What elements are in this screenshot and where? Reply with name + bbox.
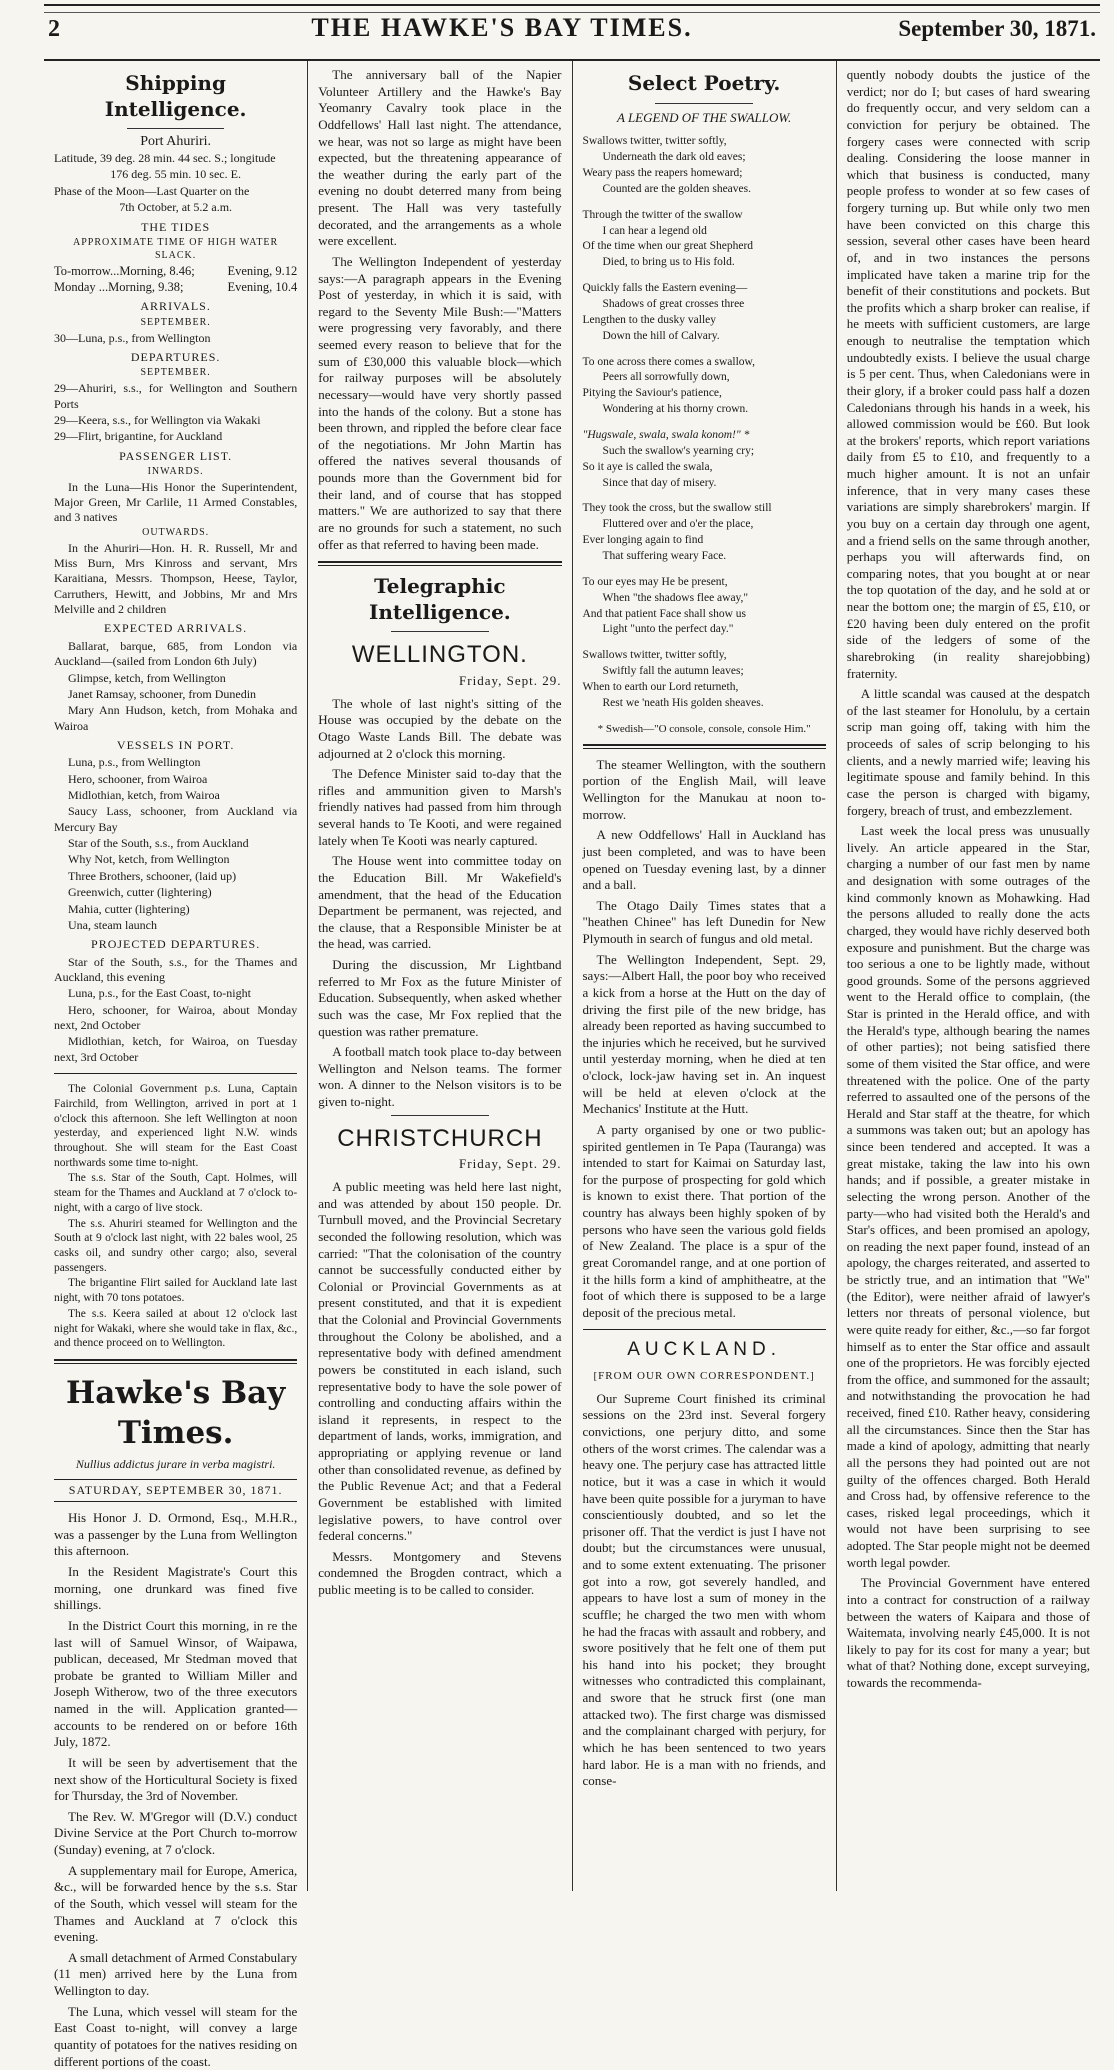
vessels-title: VESSELS IN PORT. xyxy=(116,737,235,752)
vessel-entry: Hero, schooner, from Wairoa xyxy=(68,771,208,786)
news-paragraph: In the District Court this morning, in re the last will of Samuel Winsor, of Waipawa, publican, deceased, Mr Stedman moved that probate be granted to William Miller and Joseph Witherow, two of the three executors named in the will. Application granted—accounts to be rendered on or before 16th July, 1872. xyxy=(54,1617,298,1750)
tide-row: To-morrow...Morning, 8.46; Evening, 9.12 xyxy=(54,264,298,279)
longitude: 176 deg. 55 min. 10 sec. E. xyxy=(110,167,241,182)
shipping-note: The s.s. Ahuriri steamed for Wellington and the South at 9 o'clock last night, with 22 bales wool, 25 casks oil, and sundry other cargo; also, several passengers. xyxy=(54,1217,298,1274)
vessel-entry: Star of the South, s.s., from Auckland xyxy=(68,836,249,851)
poem-stanza: They took the cross, but the swallow still Fluttered over and o'er the place, Ever longing again to find That suffering weary Face. xyxy=(582,502,772,562)
news-paragraph: A supplementary mail for Europe, America, &c., will be forwarded hence by the s.s. Star of the South, which vessel will steam for the Thames and Auckland at 7 o'clock this evening. xyxy=(54,1862,298,1945)
issue-date: September 30, 1871. xyxy=(898,16,1096,41)
vessel-entry: Saucy Lass, schooner, from Auckland via Mercury Bay xyxy=(54,804,298,834)
news-paragraph: The Wellington Independent, Sept. 29, says:—Albert Hall, the poor boy who received a kick from a horse at the Hutt on the day of driving the first pile of the new bridge, has already been reported as having succumbed to the injuries which he received, but he survived until yesterday morning, when he died at ten o'clock, lock-jaw having set in. An inquest will be held at eleven o'clock at the Mechanics' Institute at the Hutt. xyxy=(582,951,826,1117)
newspaper-page xyxy=(0,4,1114,2069)
passenger-title: PASSENGER LIST. xyxy=(119,448,233,463)
news-paragraph: A little scandal was caused at the despatch of the last steamer for Honolulu, by a certain scrip man going off, taking with him the proceeds of sales of scrip belonging to his clients, and a newly married wife; leaving his legitimate spouse and family behind. In this case the person is charged with bigamy, forgery, breach of trust, and embezzlement. xyxy=(846,686,1090,818)
expected-title: EXPECTED ARRIVALS. xyxy=(104,621,248,636)
newspaper-title: THE HAWKE'S BAY TIMES. xyxy=(311,13,693,42)
news-paragraph: quently nobody doubts the justice of the verdict; nor do I; but cases of hard swearing do frequently occur, and very seldom can a conviction for perjury be obtained. The forgery cases were connected with scrip dealing. Considering the loose manner in which that business is conducted, many people profess to wonder at so few cases of forgery turning up. But while only two men have been convicted on this charge this session, several other cases have been heard of, and in two instances the persons implicated have taken a marine trip for the benefit of their constitutions and pockets. But the profits which a sharp broker can realise, if he meets with sufficient customers, are large enough to neutralise the temptation which undoubtedly exists. I believe the usual charge is 5 per cent. Thus, when Caledonians were in their glory, if a broker could pass half a dozen Caledonians through his hands in a week, his allowed commission would be £60. But look at the brokers' reports, which report variations daily from £5 to £10, and frequently to a much higher amount. It is not an unfair inference, that in very many cases these variations are simply sharebrokers' margin. If you buy on a certain day through one agent, and a friend sells on the same through another, perhaps you will afterwards find, on comparing notes, that you bought at or near the top quotation of the day, and he sold at or near the bottom one; the margin of £5, £10, or £20 having been duly entered on the profit side of the ledgers of some of the sharebroking (in reality sharejobbing) fraternity. xyxy=(846,67,1090,681)
departures-title: DEPARTURES. xyxy=(130,350,221,364)
news-paragraph: The whole of last night's sitting of the House was occupied by the debate on the Otago Waste Lands Bill. The debate was adjourned at 2 o'clock this morning. xyxy=(318,695,562,761)
projected-entry: Luna, p.s., for the East Coast, to-night xyxy=(68,986,251,1001)
poem-title: A LEGEND OF THE SWALLOW. xyxy=(617,109,792,125)
news-paragraph: A football match took place to-day between Wellington and Nelson teams. The former won. A dinner to the Nelson visitors is to be given to-night. xyxy=(318,1044,562,1110)
news-paragraph: Last week the local press was unusually lively. An article appeared in the Star, charging a number of our fast men by name and designation with some outrages of the kind commonly known as Mohawking. Had the persons alluded to really done the acts charged, they would have richly deserved both exposure and punishment. But the charge was too serious a one to be lightly made, without good grounds. Some of the persons aggrieved went to the Herald office to complain, (the Star is printed in the Herald office, and with the Herald's type, although bearing the names of other parties); not being satisfied there some of them visited the Star office, and were threatened with the police. One of the party referred to assaulted one of the persons of the Herald and Star staff at the theatre, for which a summons was taken out; but an apology has since been tendered and accepted. It was a great mistake, taking the law into his own hands; and if possible, a greater mistake in selecting the wrong person. Another of the party—who had visited both the Herald's and Star's offices, and been promised an apology, on reading the next paper found, instead of an apology, the charges reiterated, and asserted to be strictly true, and an intimation that "We" (the Editor), were neither afraid of lawyer's letters nor threats of personal violence, but were quite ready for either, &c.,—so far forgot himself as to enter the Star office and assault one of the proprietors. He was forcibly ejected from the office, and summoned for the assault; and notwithstanding the provocation he had received, fined £10. Rather heavy, considering all the circumstances. Since then the Star has made a kind of apology, admitting that nearly all the persons they had pointed out are not guilty of the offences charged. Both Herald and Cross had, by offensive reference to the cases, risked legal proceedings, which it would not have been surprising to see adopted. The Star people might not be deemed worth legal powder. xyxy=(846,823,1091,1570)
news-paragraph: The House went into committee today on the Education Bill. Mr Wakefield's amendment, that the head of the Education Department be permanent, was rejected, and the clause, that a Responsible Minister be at the head, was carried. xyxy=(318,853,562,952)
vessel-entry: Midlothian, ketch, from Wairoa xyxy=(68,788,220,803)
tide-row: Monday ...Morning, 9.38; Evening, 10.4 xyxy=(54,280,298,295)
poem xyxy=(583,134,826,712)
arrival-entry: 30—Luna, p.s., from Wellington xyxy=(54,330,211,345)
divider xyxy=(318,561,561,566)
news-paragraph: The steamer Wellington, with the southern portion of the English Mail, will leave Wellington for the Manukau at noon to-morrow. xyxy=(582,756,826,822)
christchurch-title: CHRISTCHURCH xyxy=(337,1124,543,1152)
port-name: Port Ahuriri. xyxy=(140,134,212,150)
correspondent-label: [FROM OUR OWN CORRESPONDENT.] xyxy=(593,1369,815,1382)
vessel-entry: Greenwich, cutter (lightering) xyxy=(68,885,212,900)
expected-entry: Janet Ramsay, schooner, from Dunedin xyxy=(68,686,257,701)
news-paragraph: The Provincial Government have entered into a contract for construction of a railway between the waters of Kaipara and those of Waitemata, involving nearly £45,000. It is not likely to pay for its cost for many a year; but what of that? Nothing done, except surveying, towards the recommenda- xyxy=(846,1575,1090,1690)
telegraph-heading: Telegraphic Intelligence. xyxy=(368,574,511,624)
divider xyxy=(583,1329,826,1330)
news-paragraph: A public meeting was held here last night, and was attended by about 150 people. Dr. Turnbull moved, and the Provincial Secretary seconded the following resolution, which was carried: "That the colonisation of the country cannot be successfully conducted either by Colonial or Provincial Governments as at present constituted, and that it is expedient that the Colonial and Provincial Governments throughout the Colony be abolished, and a representative body with defined amendment powers be constituted in each island, such representative body to have the sole power of controlling and conducting affairs within the island it represents, in respect to the department of lands, works, immigration, and appropriating or applying revenue or land other than consolidated revenue, as defined by the Public Revenue Act; and that a Federal Government be established with limited legislative powers, to have control over federal concerns." xyxy=(318,1179,562,1544)
departure-entry: 29—Ahuriri, s.s., for Wellington and Southern Ports xyxy=(54,381,298,411)
news-paragraph: Messrs. Montgomery and Stevens condemned the Brogden contract, which a public meeting is to be called to consider. xyxy=(318,1548,562,1597)
column-4 xyxy=(836,61,1100,1891)
news-paragraph: The Luna, which vessel will steam for the East Coast to-night, will convey a large quantity of potatoes for the natives residing on different portions of the coast. xyxy=(54,2003,298,2069)
poem-stanza: "Hugswale, swala, swala konom!" * Such the swallow's yearning cry; So it aye is called the swala, Since that day of misery. xyxy=(582,428,755,489)
poem-stanza: Quickly falls the Eastern evening— Shadows of great crosses three Lengthen to the dusky valley Down the hill of Calvary. xyxy=(582,282,748,342)
news-paragraph: A new Oddfellows' Hall in Auckland has just been completed, and was to have been opened on Tuesday evening last, by a dinner and a ball. xyxy=(582,827,826,893)
paper-name: Hawke's Bay Times. xyxy=(65,1375,286,1451)
poem-stanza: To one across there comes a swallow, Peers all sorrowfully down, Pitying the Saviour's patience, Wondering at his thorny crown. xyxy=(582,355,755,416)
editorial-date: SATURDAY, SEPTEMBER 30, 1871. xyxy=(54,1479,297,1502)
column-3 xyxy=(572,61,836,1891)
poem-stanza: Swallows twitter, twitter softly, Swiftly fall the autumn leaves; When to earth our Lord returneth, Rest we 'neath His golden sheaves. xyxy=(582,649,764,709)
news-paragraph: The Wellington Independent of yesterday says:—A paragraph appears in the Evening Post of yesterday, in which it is said, with regard to the Seventy Mile Bush:—"Matters were progressing very favorably, and there seemed every reason to believe that for the sum of £30,000 this valuable block—which for railway purposes will be absolutely necessary—would have very shortly passed into the hands of the colony. But a stone has been thrown, and rippled the before clear face of the negotiations. Mr John Martin has offered the natives several thousands of pounds more than the Government bid for their land, and of course that has stopped matters." We are authorized to say that there are no grounds for such a statement, no such offer as that referred to having been made. xyxy=(318,253,562,552)
moon-phase: Phase of the Moon—Last Quarter on the xyxy=(54,183,250,198)
projected-entry: Hero, schooner, for Wairoa, about Monday next, 2nd October xyxy=(54,1002,298,1033)
page-number: 2 xyxy=(48,16,60,42)
arrivals-title: ARRIVALS. xyxy=(140,299,211,314)
column-2 xyxy=(307,61,571,1891)
divider xyxy=(391,1115,488,1116)
vessel-entry: Una, steam launch xyxy=(68,917,157,932)
shipping-note: The Colonial Government p.s. Luna, Captain Fairchild, from Wellington, arrived in port at 1 o'clock this afternoon. She left Wellington at noon yesterday, and experienced light N.W. winds throughout. She will steam for the East Coast northwards some time to-night. xyxy=(54,1083,298,1169)
divider xyxy=(54,1073,297,1074)
divider xyxy=(583,744,826,749)
divider xyxy=(54,1359,297,1364)
departure-entry: 29—Flirt, brigantine, for Auckland xyxy=(54,429,223,444)
projected-entry: Midlothian, ketch, for Wairoa, on Tuesday next, 3rd October xyxy=(54,1034,298,1064)
news-paragraph: A small detachment of Armed Constabulary (11 men) arrived here by the Luna from Wellington to day. xyxy=(54,1949,298,1998)
wellington-dateline: Friday, Sept. 29. xyxy=(459,673,562,689)
poem-footnote: * Swedish—"O console, console, console Him." xyxy=(597,722,811,735)
vessel-entry: Mahia, cutter (lightering) xyxy=(68,901,190,916)
columns xyxy=(44,61,1100,2069)
shipping-note: The s.s. Keera sailed at about 12 o'clock last night for Wakaki, where she would take in flax, &c., and thence proceed on to Wellington. xyxy=(54,1307,298,1350)
expected-entry: Glimpse, ketch, from Wellington xyxy=(68,670,226,685)
column-1 xyxy=(44,61,307,2069)
news-paragraph: During the discussion, Mr Lightband referred to Mr Fox as the future Minister of Education. Subsequently, when asked whether such was the case, Mr Fox replied that the question was rather premature. xyxy=(318,957,562,1039)
christchurch-dateline: Friday, Sept. 29. xyxy=(459,1156,562,1172)
projected-title: PROJECTED DEPARTURES. xyxy=(91,937,261,952)
poem-stanza: Through the twitter of the swallow I can hear a legend old Of the time when our great Shepherd Died, to bring us to His fold. xyxy=(582,208,754,269)
wellington-title: WELLINGTON. xyxy=(351,641,528,669)
outwards-text: In the Ahuriri—Hon. H. R. Russell, Mr and Miss Burn, Mrs Kinross and servant, Mrs Karaitiana, Messrs. Thompson, Heese, Taylor, Carruthers, Hewitt, and Jobbins, Mr and Mrs Melville and 2 children xyxy=(54,540,298,617)
departure-entry: 29—Keera, s.s., for Wellington via Wakaki xyxy=(54,412,261,427)
top-rule xyxy=(44,4,1100,13)
news-paragraph: The Otago Daily Times states that a "heathen Chinee" has left Dunedin for New Plymouth in search of fungus and old metal. xyxy=(582,897,826,947)
vessel-entry: Three Brothers, schooner, (laid up) xyxy=(68,868,237,883)
latitude: Latitude, 39 deg. 28 min. 44 sec. S.; longitude xyxy=(54,151,276,166)
divider xyxy=(127,128,224,129)
projected-entry: Star of the South, s.s., for the Thames and Auckland, this evening xyxy=(54,954,298,984)
tides-subtitle: APPROXIMATE TIME OF HIGH WATER SLACK. xyxy=(73,236,279,261)
inwards-text: In the Luna—His Honor the Superintendent, Major Green, Mr Carlile, 11 Armed Constables, and 3 natives xyxy=(54,479,298,525)
poetry-heading: Select Poetry. xyxy=(627,71,781,95)
expected-entry: Mary Ann Hudson, ketch, from Mohaka and Wairoa xyxy=(54,703,298,733)
moon-phase-date: 7th October, at 5.2 a.m. xyxy=(119,200,233,215)
auckland-title: AUCKLAND. xyxy=(627,1339,781,1361)
shipping-note: The s.s. Star of the South, Capt. Holmes, will steam for the Thames and Auckland at 7 o'clock to-night, with a cargo of live stock. xyxy=(54,1172,298,1214)
outwards-label: OUTWARDS. xyxy=(142,526,210,538)
inwards-label: INWARDS. xyxy=(147,465,204,477)
shipping-note: The brigantine Flirt sailed for Auckland late last night, with 70 tons potatoes. xyxy=(54,1277,298,1305)
divider xyxy=(391,631,488,632)
shipping-heading: Shipping Intelligence. xyxy=(104,71,247,121)
news-paragraph: The anniversary ball of the Napier Volunteer Artillery and the Hawke's Bay Yeomanry Cavalry took place in the Oddfellows' Hall last night. The attendance, we hear, was not so large as might have been expected, but the threatening appearance of the weather during the early part of the evening no doubt deterred many from being present. The Hall was very tastefully decorated, and the arrangements as a whole were excellent. xyxy=(318,67,562,249)
divider xyxy=(655,103,752,104)
expected-entry: Ballarat, barque, 685, from London via Auckland—(sailed from London 6th July) xyxy=(54,638,298,669)
departures-month: SEPTEMBER. xyxy=(140,367,211,379)
news-paragraph: Our Supreme Court finished its criminal sessions on the 23rd inst. Several forgery convictions, one perjury ditto, and some others of the worst crimes. The calendar was a heavy one. The perjury case has attracted little notice, but it was a case in which it would have been quite possible for a juryman to have conscientiously doubted, and so let the prisoner off. That the verdict is just I have not doubt; but the circumstances were unusual, and to some extent extenuating. The prisoner got into a row, got severely handled, and appears to have lost a sum of money in the scuffle; he charged the two men with whom he had the fracas with assault and robbery, and swore positively that he felt one of them put his hand into his pocket; they brought witnesses who contradicted this complainant, and swore that he struck first (one man attacked two). The first charge was dismissed and the complainant charged with perjury, for which he has been sentenced to two years hard labor. He is a man with no friends, and conse- xyxy=(582,1390,826,1789)
news-paragraph: His Honor J. D. Ormond, Esq., M.H.R., was a passenger by the Luna from Wellington this afternoon. xyxy=(54,1510,298,1559)
news-paragraph: The Defence Minister said to-day that the rifles and ammunition given to Marsh's friendly natives had passed from him through several hands to Te Kooti, and were regained lately when Te Kooti was nearly captured. xyxy=(318,766,562,848)
vessel-entry: Why Not, ketch, from Wellington xyxy=(68,852,230,867)
news-paragraph: A party organised by one or two public-spirited gentlemen in Te Papa (Tauranga) was intended to start for Kaimai on Saturday last, for the purpose of prospecting for gold which is known to exist there. That portion of the country has always been highly spoken of by persons who have seen the various gold fields of New Zealand. The place is a spur of the great Coromandel range, and at one portion of it the hills form a kind of amphitheatre, at the foot of which there is supposed to be a large deposit of the precious metal. xyxy=(582,1121,826,1320)
vessel-entry: Luna, p.s., from Wellington xyxy=(68,755,201,770)
poem-stanza: Swallows twitter, twitter softly, Underneath the dark old eaves; Weary pass the reapers homeward; Counted are the golden sheaves. xyxy=(582,135,751,195)
masthead xyxy=(44,13,1100,61)
news-paragraph: It will be seen by advertisement that the next show of the Horticultural Society is fixed for Thursday, the 3rd of November. xyxy=(54,1754,298,1804)
tides-title: THE TIDES xyxy=(141,219,211,234)
news-paragraph: In the Resident Magistrate's Court this morning, one drunkard was fined five shillings. xyxy=(54,1564,298,1613)
news-paragraph: The Rev. W. M'Gregor will (D.V.) conduct Divine Service at the Port Church to-morrow (Sunday) evening, at 7 o'clock. xyxy=(54,1808,298,1857)
motto: Nullius addictus jurare in verba magistri. xyxy=(75,1457,276,1472)
arrivals-month: SEPTEMBER. xyxy=(140,316,211,328)
poem-stanza: To our eyes may He be present, When "the shadows flee away," And that patient Face shall show us Light "unto the perfect day." xyxy=(582,575,749,636)
